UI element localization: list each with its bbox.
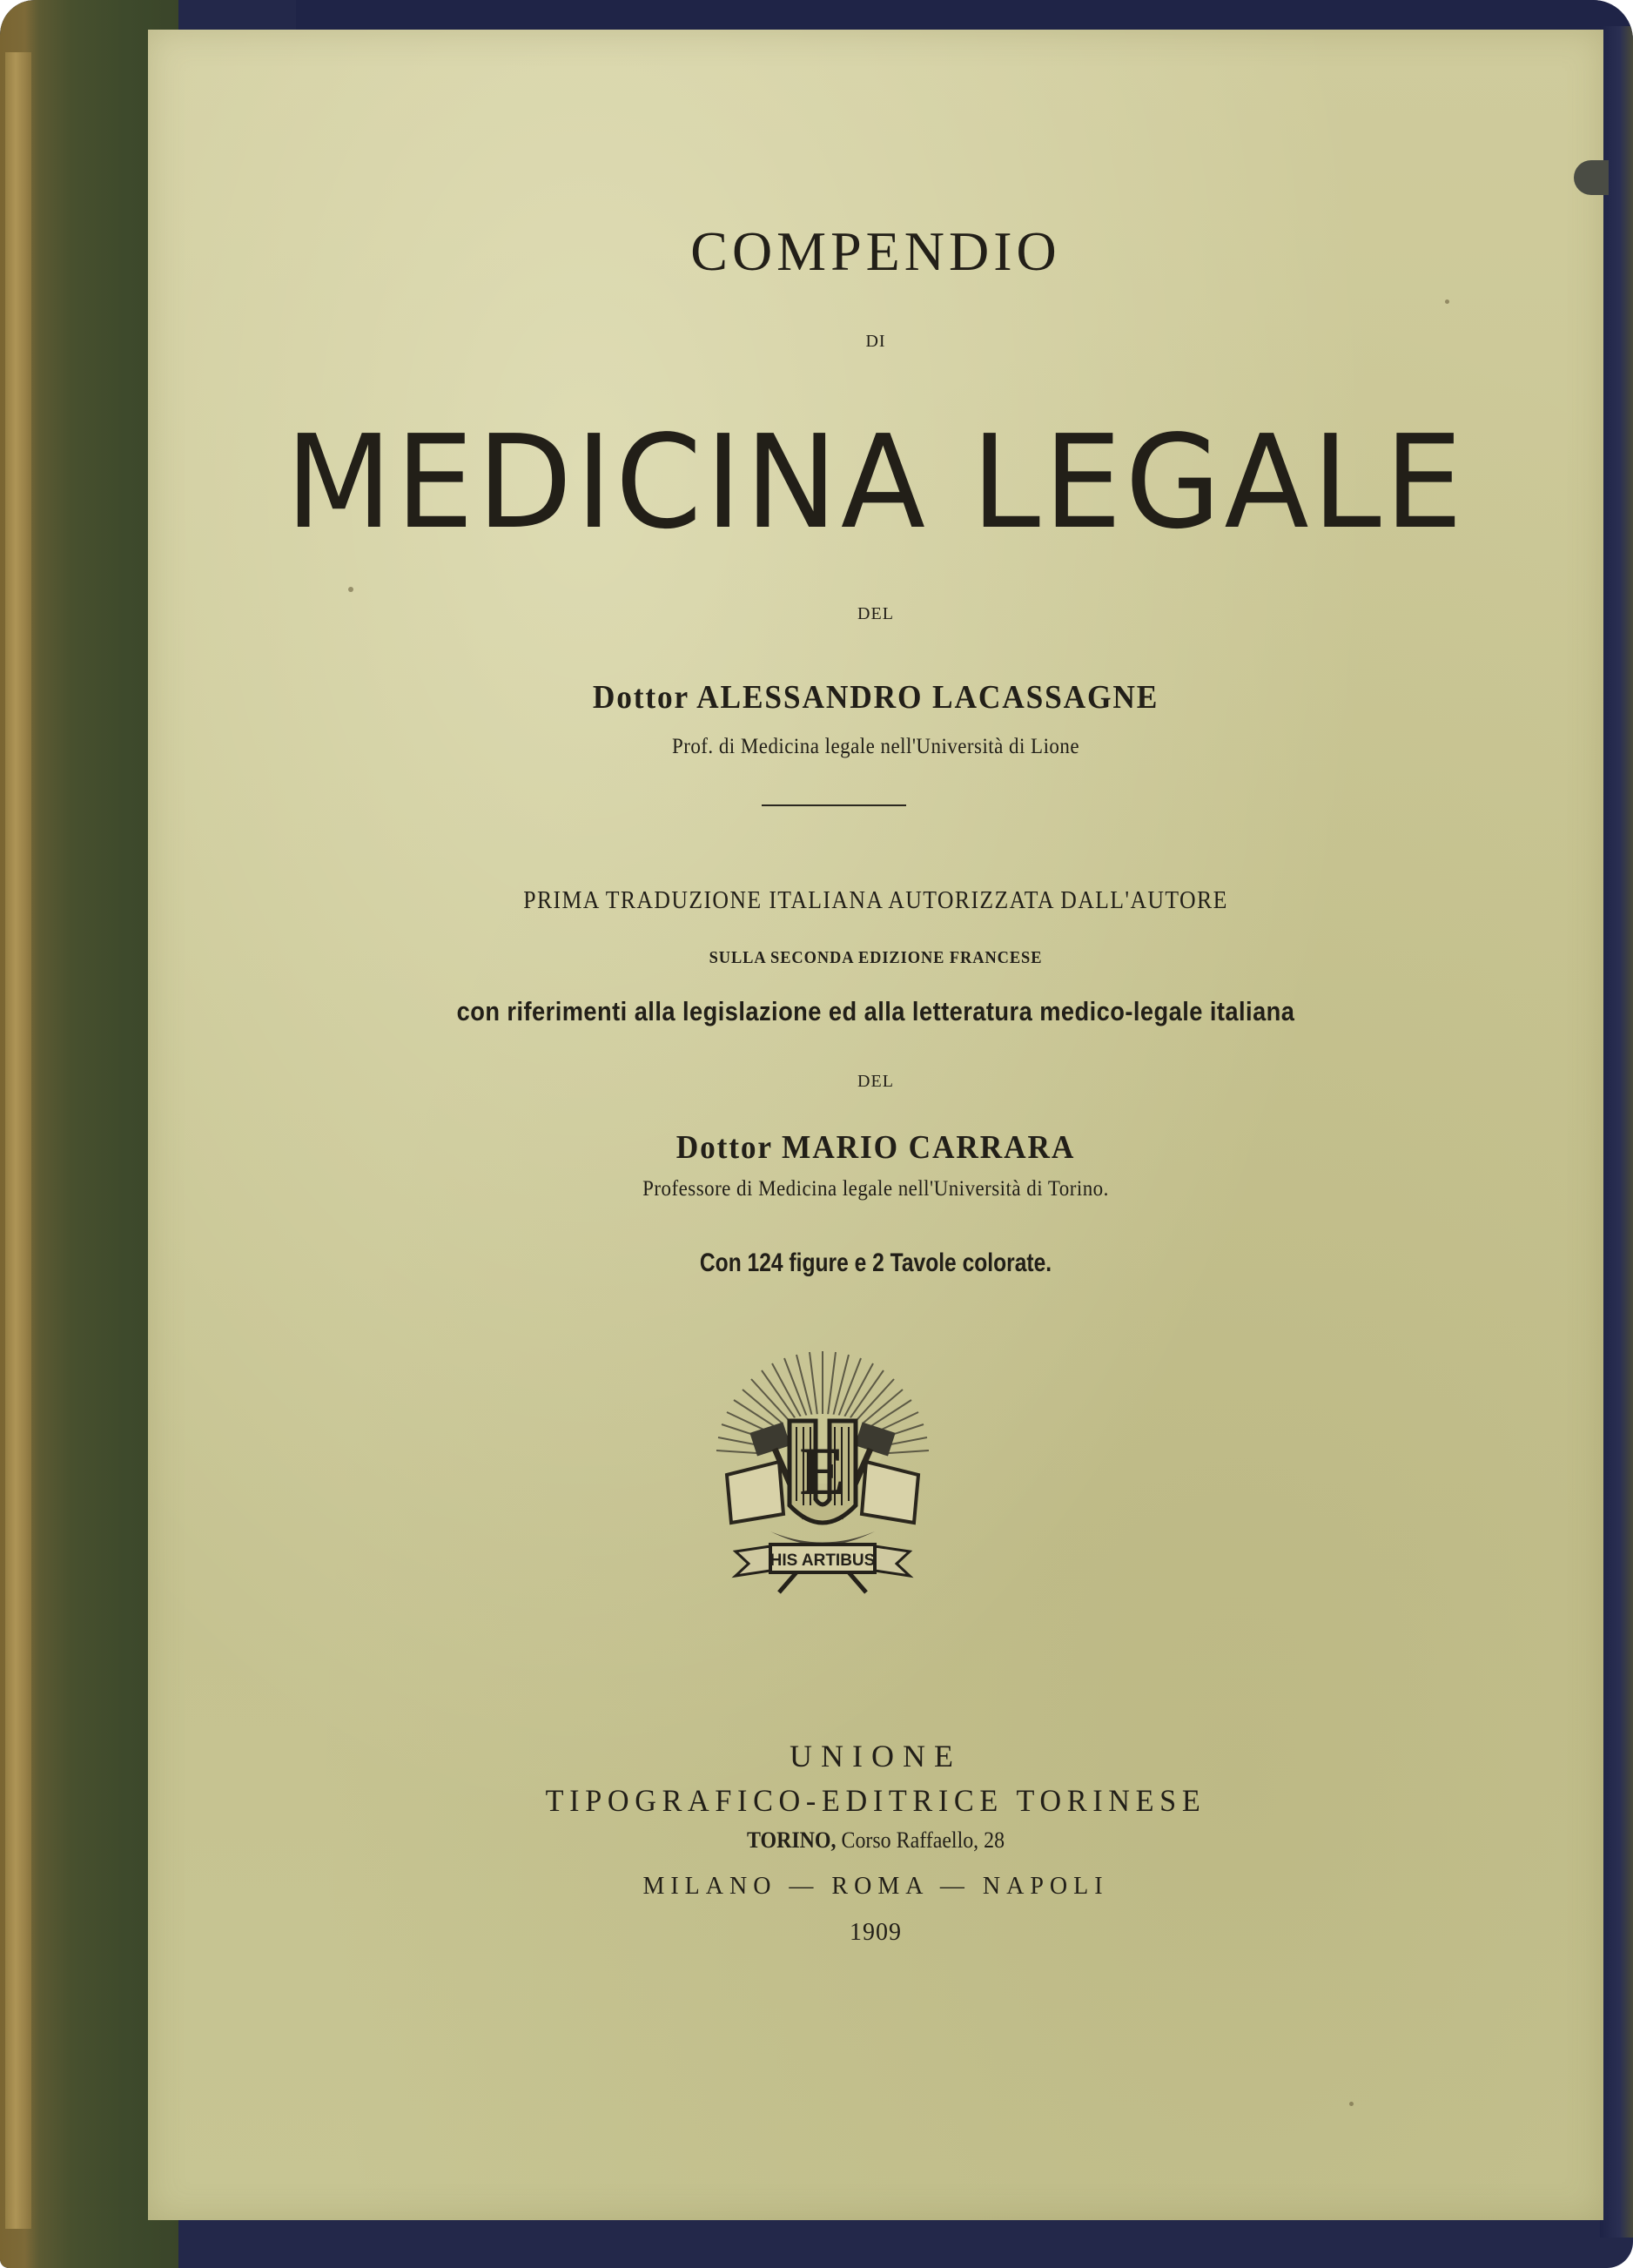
board-top-edge (296, 0, 1633, 30)
series-title: COMPENDIO (690, 220, 1061, 282)
spine-worn-edge (5, 52, 31, 2229)
publication-year: 1909 (850, 1919, 902, 1946)
translation-line-2: SULLA SECONDA EDIZIONE FRANCESE (709, 948, 1043, 967)
board-right-edge (1600, 26, 1633, 2238)
by-label: DEL (857, 604, 894, 623)
svg-text:E: E (799, 1433, 846, 1509)
author-name: Dottor ALESSANDRO LACASSAGNE (592, 679, 1159, 716)
publisher-street: Corso Raffaello, 28 (841, 1827, 1005, 1853)
illustrations-note: Con 124 figure e 2 Tavole colorate. (699, 1248, 1052, 1277)
publisher-line-2: TIPOGRAFICO-EDITRICE TORINESE (545, 1783, 1206, 1818)
translator-affiliation: Professore di Medicina legale nell'Università di Torino. (642, 1177, 1109, 1201)
paper-speck (1445, 299, 1449, 304)
title-page (148, 30, 1603, 2220)
page-tear (1574, 160, 1609, 195)
title-connector: DI (865, 332, 886, 351)
translation-line-1: PRIMA TRADUZIONE ITALIANA AUTORIZZATA DALL'AUTORE (523, 887, 1228, 914)
publisher-city: TORINO, (746, 1827, 837, 1853)
publisher-line-1: UNIONE (790, 1739, 962, 1773)
publisher-emblem-icon (709, 1344, 936, 1597)
translator-name: Dottor MARIO CARRARA (675, 1129, 1076, 1166)
by-label-2: DEL (857, 1072, 894, 1091)
paper-speck (348, 587, 353, 592)
paper-speck (1349, 2102, 1354, 2106)
author-affiliation: Prof. di Medicina legale nell'Università di Lione (671, 735, 1080, 758)
publisher-branches: MILANO — ROMA — NAPOLI (642, 1873, 1109, 1900)
divider-rule (762, 804, 906, 806)
svg-text:HIS ARTIBUS: HIS ARTIBUS (769, 1551, 876, 1570)
main-title: MEDICINA LEGALE (285, 407, 1467, 557)
translation-line-3: con riferimenti alla legislazione ed alla letteratura medico-legale italiana (456, 996, 1295, 1026)
publisher-address (206, 1827, 1545, 1854)
